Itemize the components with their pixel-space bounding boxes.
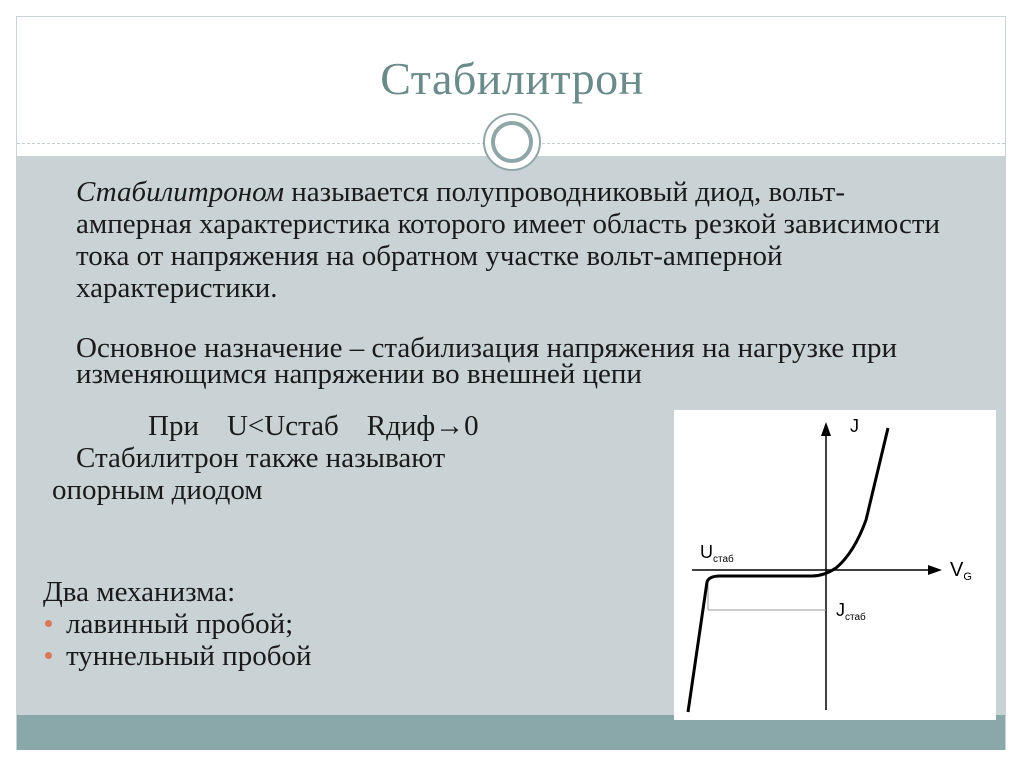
list-item [45, 640, 311, 673]
purpose-paragraph: Основное назначение – стабилизация напряжения на нагрузке при изменяющимся напряжении во внешней цепи [76, 332, 898, 390]
circle-ornament-icon [483, 113, 541, 171]
also-called-line: Стабилитрон также называют [76, 442, 446, 474]
y-axis-arrow-icon [821, 422, 831, 436]
mechanisms-heading: Два механизма: [43, 576, 236, 608]
ustab-label: $U_{стаб}$ [700, 542, 734, 565]
formula-part-3: Rдиф→0 [366, 410, 479, 442]
iv-characteristic-diagram [674, 410, 996, 720]
formula-line [148, 410, 507, 443]
x-axis-arrow-icon [928, 565, 942, 575]
list-item-label: туннельный пробой [66, 640, 312, 672]
y-axis-label: J [850, 416, 859, 436]
slide-title: Стабилитрон [380, 53, 644, 104]
jstab-label: $J_{стаб}$ [836, 600, 866, 623]
circle-ornament-inner [491, 121, 533, 163]
iv-characteristic-figure [674, 410, 996, 720]
footer-bar [17, 715, 1005, 750]
list-item [45, 608, 293, 641]
formula-part-2: U<Uстаб [226, 410, 339, 442]
bullet-icon [45, 652, 52, 659]
reference-diode-line: опорным диодом [52, 474, 263, 506]
formula-part-1: При [148, 410, 199, 442]
x-axis-label: $V_G$ [950, 559, 972, 583]
definition-paragraph [76, 176, 946, 304]
definition-text: называется полупроводниковый диод, вольт-амперная характеристика которого имеет область резкой зависимости тока от напряжения на обратном участке вольт-амперной характеристики. [76, 176, 941, 304]
list-item-label: лавинный пробой; [66, 608, 294, 640]
definition-term: Стабилитроном [76, 176, 285, 208]
bullet-icon [45, 620, 52, 627]
